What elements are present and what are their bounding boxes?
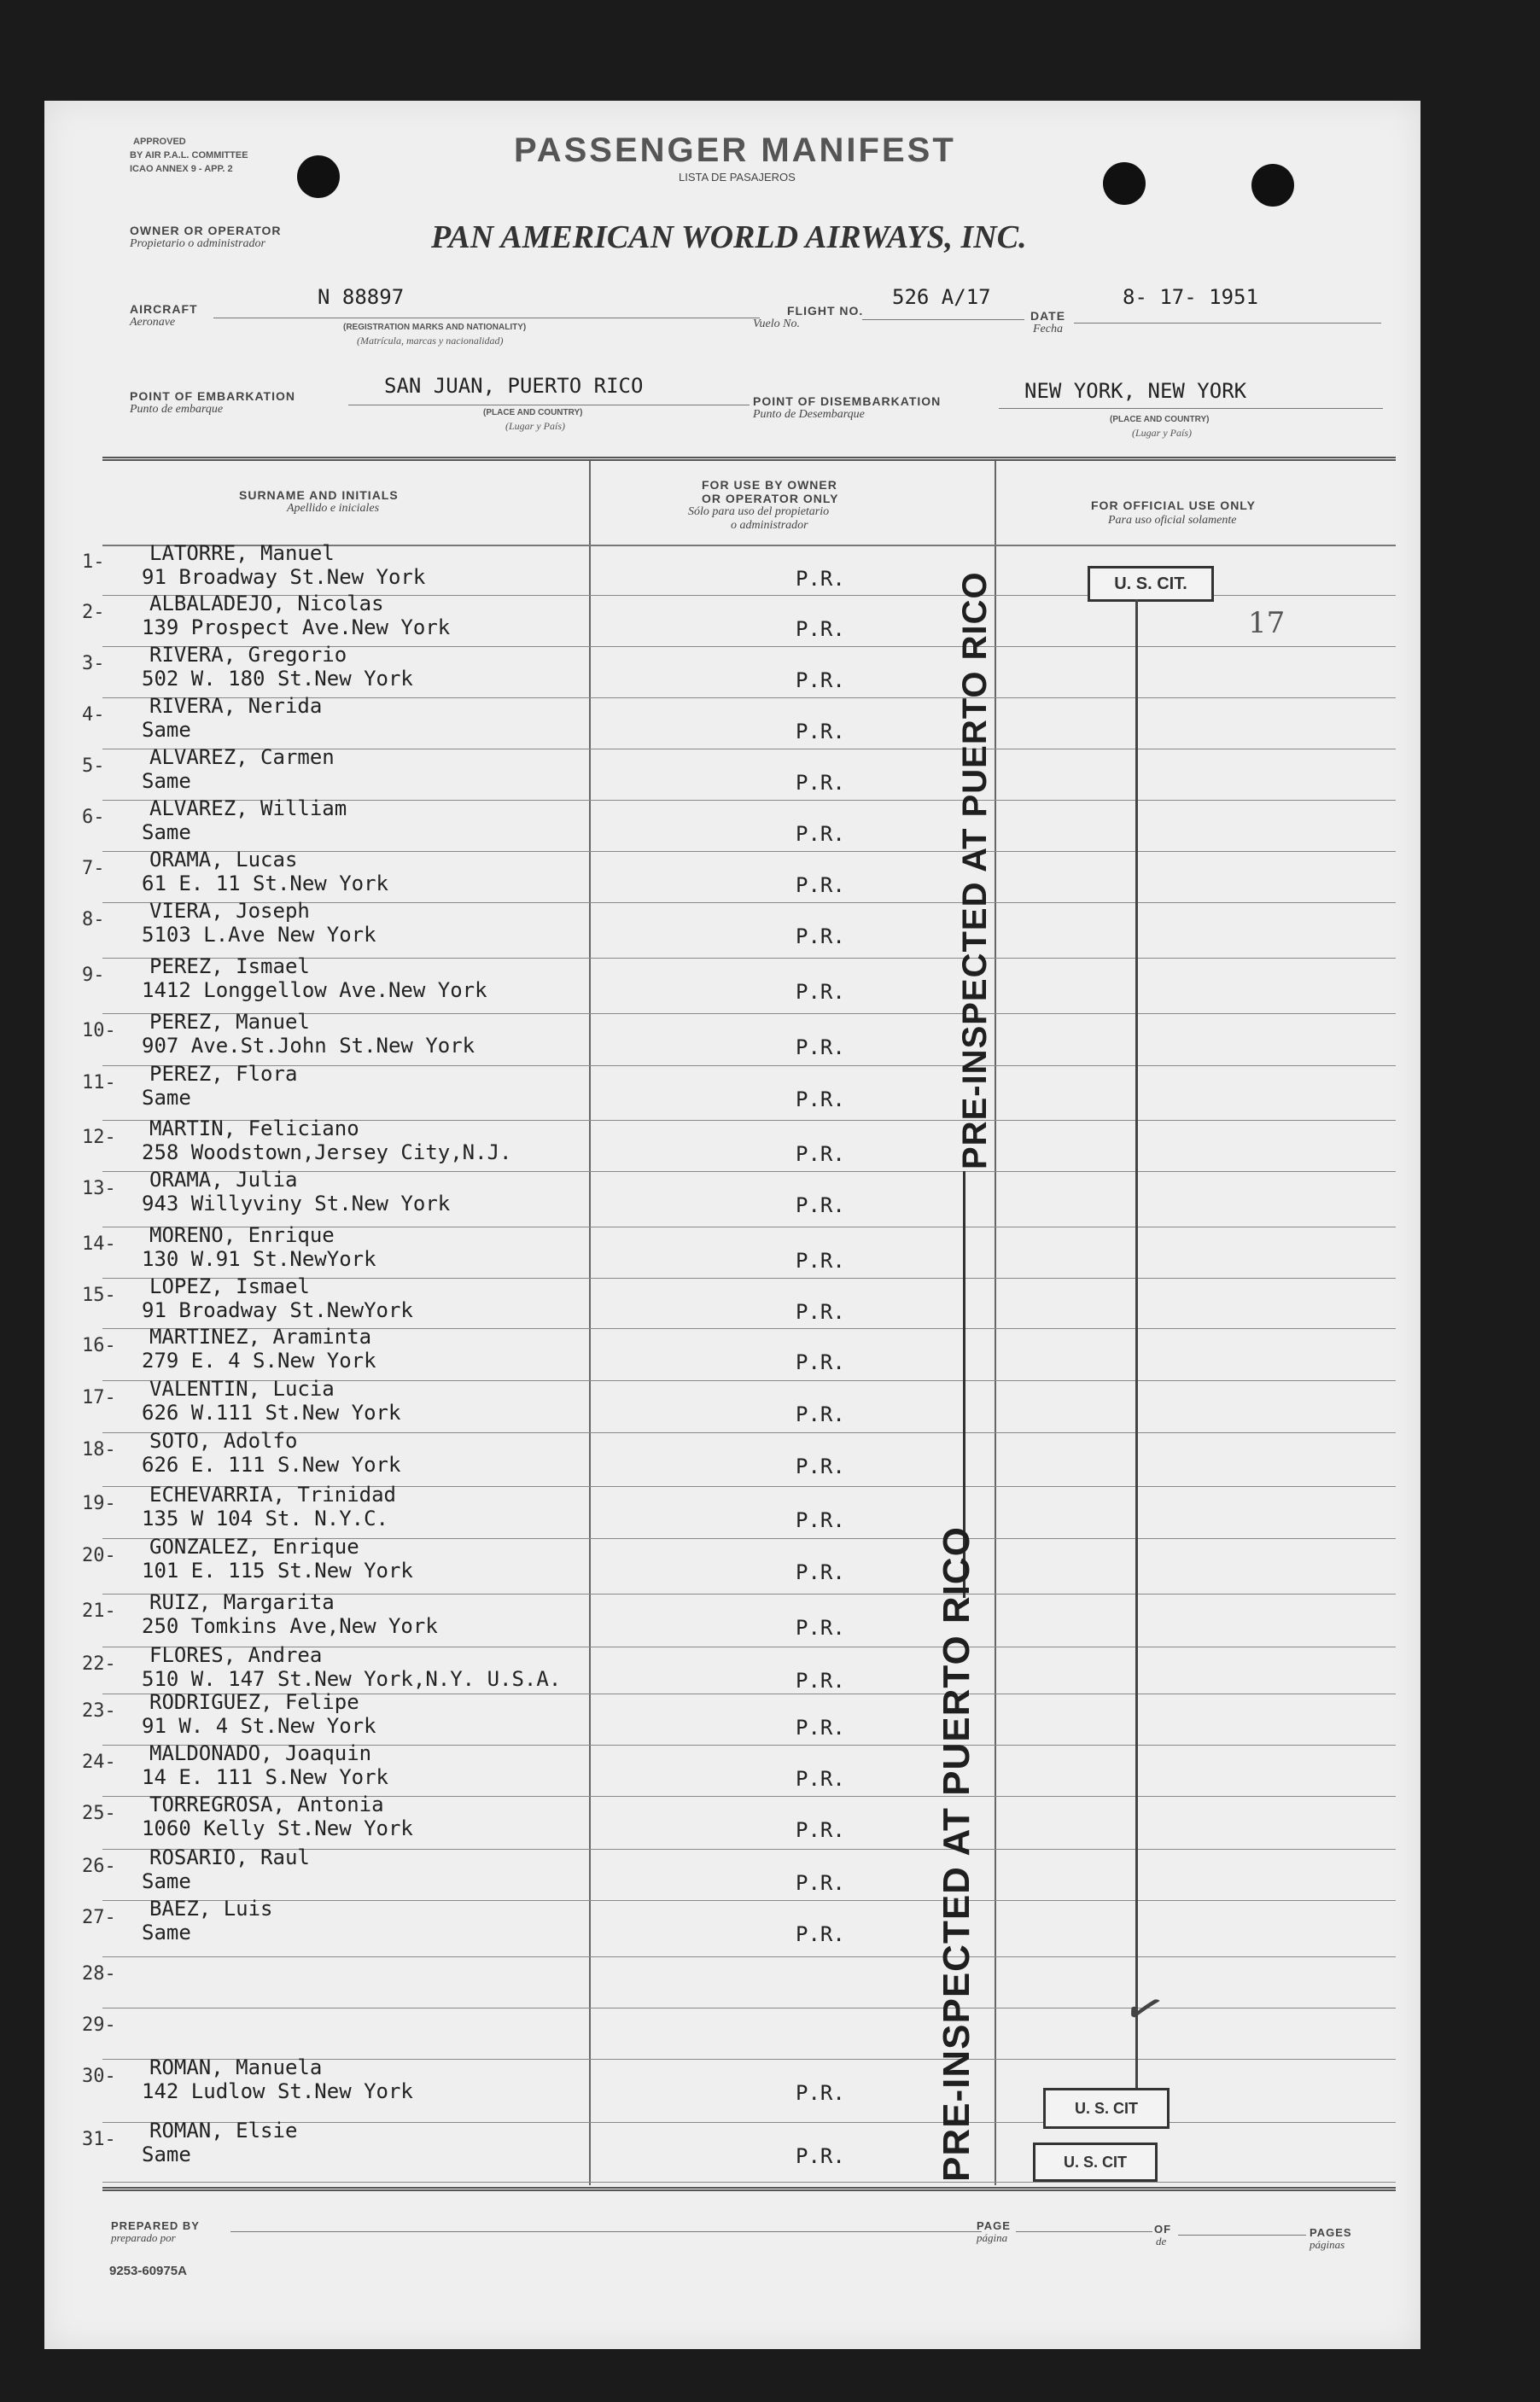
owner-label: OWNER OR OPERATOR: [130, 224, 282, 237]
owner-label-es: Propietario o administrador: [130, 237, 265, 250]
owner-value: PAN AMERICAN WORLD AIRWAYS, INC.: [431, 219, 1027, 255]
row-number: 28-: [82, 1963, 116, 1985]
passenger-address: Same: [142, 718, 191, 742]
row-divider: [102, 1900, 1396, 1901]
passenger-address: Same: [142, 769, 191, 793]
row-number: 23-: [82, 1700, 116, 1722]
page-label: PAGE: [977, 2219, 1011, 2232]
embark-note: (PLACE AND COUNTRY): [483, 408, 583, 417]
column-header-owner-1: FOR USE BY OWNER: [702, 478, 837, 492]
aircraft-note-es: (Matrícula, marcas y nacionalidad): [357, 335, 504, 347]
passenger-name: RUIZ, Margarita: [149, 1590, 335, 1614]
passenger-name: ALVAREZ, William: [149, 796, 347, 820]
passenger-name: ORAMA, Julia: [149, 1168, 298, 1192]
disembark-note: (PLACE AND COUNTRY): [1110, 415, 1210, 424]
owner-use-cell: P.R.: [796, 567, 845, 591]
column-header-surname-es: Apellido e iniciales: [287, 502, 380, 515]
passenger-address: Same: [142, 1921, 191, 1944]
column-header-surname: SURNAME AND INITIALS: [239, 488, 399, 502]
row-number: 4-: [82, 704, 105, 726]
date-value: 8- 17- 1951: [1123, 285, 1258, 309]
owner-use-cell: P.R.: [796, 1142, 845, 1166]
row-number: 30-: [82, 2066, 116, 2087]
punch-hole-center: [1103, 162, 1146, 205]
passenger-name: LATORRE, Manuel: [149, 541, 335, 565]
passenger-name: PEREZ, Flora: [149, 1062, 298, 1086]
passenger-address: Same: [142, 820, 191, 844]
flight-line: [862, 319, 1024, 320]
passenger-name: ORAMA, Lucas: [149, 848, 298, 872]
passenger-address: Same: [142, 1869, 191, 1893]
passenger-address: 943 Willyviny St.New York: [142, 1192, 451, 1216]
us-citizen-stamp-top: U. S. CIT.: [1088, 566, 1214, 602]
official-count: 17: [1248, 606, 1286, 640]
passenger-address: 91 Broadway St.New York: [142, 565, 426, 589]
punch-hole-left: [297, 155, 340, 198]
page-title: PASSENGER MANIFEST: [514, 131, 956, 169]
embark-value: SAN JUAN, PUERTO RICO: [384, 374, 644, 398]
passenger-address: 1412 Longgellow Ave.New York: [142, 978, 487, 1002]
owner-use-cell: P.R.: [796, 1922, 845, 1946]
handwritten-checkmark: ✓: [1117, 1977, 1172, 2041]
row-number: 5-: [82, 755, 105, 777]
passenger-name: PEREZ, Ismael: [149, 954, 310, 978]
passenger-address: 626 W.111 St.New York: [142, 1401, 401, 1425]
of-label-es: de: [1156, 2235, 1167, 2248]
embark-note-es: (Lugar y País): [505, 420, 565, 432]
of-line: [1178, 2235, 1306, 2236]
owner-use-cell: P.R.: [796, 771, 845, 795]
row-number: 13-: [82, 1178, 116, 1199]
table-top-rule: [102, 457, 1396, 461]
owner-use-cell: P.R.: [796, 1818, 845, 1842]
passenger-name: RIVERA, Gregorio: [149, 643, 347, 667]
aircraft-note: (REGISTRATION MARKS AND NATIONALITY): [343, 323, 527, 332]
passenger-name: ROSARIO, Raul: [149, 1845, 310, 1869]
column-divider-1: [589, 461, 591, 2185]
pages-label: PAGES: [1310, 2226, 1352, 2239]
passenger-name: FLORES, Andrea: [149, 1643, 323, 1667]
owner-use-cell: P.R.: [796, 1035, 845, 1059]
passenger-name: ROMAN, Manuela: [149, 2055, 323, 2079]
passenger-name: ALVAREZ, Carmen: [149, 745, 335, 769]
owner-use-cell: P.R.: [796, 1716, 845, 1740]
passenger-address: 626 E. 111 S.New York: [142, 1453, 401, 1477]
owner-use-cell: P.R.: [796, 1455, 845, 1478]
owner-use-cell: P.R.: [796, 1669, 845, 1693]
passenger-address: 135 W 104 St. N.Y.C.: [142, 1507, 388, 1530]
passenger-name: ROMAN, Elsie: [149, 2119, 298, 2143]
owner-use-cell: P.R.: [796, 1300, 845, 1324]
owner-use-cell: P.R.: [796, 1616, 845, 1640]
table-bottom-rule: [102, 2187, 1396, 2191]
us-citizen-stamp-30: U. S. CIT: [1043, 2088, 1170, 2129]
row-number: 25-: [82, 1803, 116, 1824]
row-number: 17-: [82, 1387, 116, 1408]
owner-use-cell: P.R.: [796, 1508, 845, 1532]
passenger-name: RODRIGUEZ, Felipe: [149, 1690, 359, 1714]
us-citizen-stamp-31: U. S. CIT: [1033, 2143, 1158, 2182]
row-number: 6-: [82, 807, 105, 828]
row-number: 2-: [82, 602, 105, 623]
passenger-name: BAEZ, Luis: [149, 1897, 273, 1921]
row-divider: [102, 2182, 1396, 2183]
row-number: 14-: [82, 1233, 116, 1255]
column-header-official: FOR OFFICIAL USE ONLY: [1091, 498, 1256, 512]
passenger-name: MALDONADO, Joaquin: [149, 1741, 372, 1765]
passenger-address: 502 W. 180 St.New York: [142, 667, 413, 691]
owner-use-cell: P.R.: [796, 668, 845, 692]
page-line: [1016, 2231, 1152, 2232]
row-number: 16-: [82, 1335, 116, 1356]
row-divider: [102, 1956, 1396, 1957]
passenger-address: 1060 Kelly St.New York: [142, 1816, 413, 1840]
passenger-address: 61 E. 11 St.New York: [142, 872, 388, 895]
passenger-name: GONZALEZ, Enrique: [149, 1535, 359, 1559]
passenger-address: 5103 L.Ave New York: [142, 923, 376, 947]
owner-use-cell: P.R.: [796, 980, 845, 1004]
row-number: 21-: [82, 1600, 116, 1622]
disembark-note-es: (Lugar y País): [1132, 427, 1192, 439]
flight-label: FLIGHT NO.: [787, 304, 864, 318]
passenger-address: 142 Ludlow St.New York: [142, 2079, 413, 2103]
prepared-by-label-es: preparado por: [111, 2231, 176, 2244]
passenger-name: SOTO, Adolfo: [149, 1429, 298, 1453]
aircraft-label: AIRCRAFT: [130, 302, 198, 316]
owner-use-cell: P.R.: [796, 2144, 845, 2168]
disembark-value: NEW YORK, NEW YORK: [1024, 379, 1247, 403]
owner-use-cell: P.R.: [796, 1871, 845, 1895]
preinspected-stamp-bottom: PRE-INSPECTED AT PUERTO RICO: [936, 1526, 977, 2182]
owner-use-cell: P.R.: [796, 617, 845, 641]
passenger-address: 91 Broadway St.NewYork: [142, 1298, 413, 1322]
owner-use-cell: P.R.: [796, 873, 845, 897]
row-number: 10-: [82, 1020, 116, 1041]
prepared-by-line: [230, 2231, 982, 2232]
passenger-name: MARTINEZ, Araminta: [149, 1325, 372, 1349]
aircraft-value: N 88897: [318, 285, 405, 309]
owner-use-cell: P.R.: [796, 1402, 845, 1426]
approval-note-1: APPROVED: [133, 137, 186, 147]
column-header-official-es: Para uso oficial solamente: [1108, 514, 1237, 527]
passenger-address: 279 E. 4 S.New York: [142, 1349, 376, 1373]
aircraft-label-es: Aeronave: [130, 316, 176, 329]
approval-note-2: BY AIR P.A.L. COMMITTEE: [130, 150, 248, 160]
owner-use-cell: P.R.: [796, 1560, 845, 1584]
row-number: 26-: [82, 1856, 116, 1877]
official-bracket-line: [1135, 599, 1138, 2127]
date-label: DATE: [1030, 309, 1066, 323]
passenger-address: 250 Tomkins Ave,New York: [142, 1614, 438, 1638]
passenger-name: MARTIN, Feliciano: [149, 1116, 359, 1140]
preinspected-stamp-top: PRE-INSPECTED AT PUERTO RICO: [956, 571, 994, 1169]
passenger-address: 91 W. 4 St.New York: [142, 1714, 376, 1738]
column-header-owner-es-1: Sólo para uso del propietario: [688, 505, 830, 518]
punch-hole-right: [1251, 164, 1294, 207]
pages-label-es: páginas: [1310, 2238, 1345, 2251]
passenger-name: RIVERA, Nerida: [149, 694, 323, 718]
column-header-owner-es-2: o administrador: [731, 519, 808, 532]
approval-note-3: ICAO ANNEX 9 - APP. 2: [130, 164, 233, 174]
form-code: 9253-60975A: [109, 2264, 187, 2278]
row-number: 11-: [82, 1072, 116, 1093]
owner-use-cell: P.R.: [796, 1193, 845, 1217]
owner-use-cell: P.R.: [796, 822, 845, 846]
passenger-name: VALENTIN, Lucia: [149, 1377, 335, 1401]
row-number: 12-: [82, 1127, 116, 1148]
passenger-address: 14 E. 111 S.New York: [142, 1765, 388, 1789]
passenger-name: MORENO, Enrique: [149, 1223, 335, 1247]
owner-use-cell: P.R.: [796, 2081, 845, 2105]
owner-use-cell: P.R.: [796, 1249, 845, 1273]
passenger-address: 130 W.91 St.NewYork: [142, 1247, 376, 1271]
row-number: 7-: [82, 858, 105, 879]
page-label-es: página: [977, 2231, 1008, 2244]
passenger-address: 139 Prospect Ave.New York: [142, 615, 451, 639]
flight-value: 526 A/17: [892, 285, 991, 309]
owner-use-cell: P.R.: [796, 1350, 845, 1374]
row-number: 22-: [82, 1653, 116, 1675]
date-line: [1074, 323, 1381, 324]
of-label: OF: [1154, 2223, 1172, 2236]
passenger-address: 510 W. 147 St.New York,N.Y. U.S.A.: [142, 1667, 562, 1691]
passenger-name: LOPEZ, Ismael: [149, 1274, 310, 1298]
passenger-name: TORREGROSA, Antonia: [149, 1793, 384, 1816]
row-number: 3-: [82, 653, 105, 674]
row-number: 1-: [82, 551, 105, 573]
date-label-es: Fecha: [1033, 323, 1063, 335]
embark-label: POINT OF EMBARKATION: [130, 389, 295, 403]
passenger-name: ECHEVARRIA, Trinidad: [149, 1483, 396, 1507]
row-number: 19-: [82, 1493, 116, 1514]
row-number: 31-: [82, 2129, 116, 2150]
passenger-address: 258 Woodstown,Jersey City,N.J.: [142, 1140, 512, 1164]
prepared-by-label: PREPARED BY: [111, 2219, 200, 2232]
passenger-address: Same: [142, 2143, 191, 2166]
owner-use-cell: P.R.: [796, 924, 845, 948]
row-number: 15-: [82, 1285, 116, 1306]
passenger-address: 101 E. 115 St.New York: [142, 1559, 413, 1583]
passenger-name: PEREZ, Manuel: [149, 1010, 310, 1034]
passenger-name: VIERA, Joseph: [149, 899, 310, 923]
row-number: 20-: [82, 1545, 116, 1566]
disembark-label: POINT OF DISEMBARKATION: [753, 394, 942, 408]
flight-label-es: Vuelo No.: [753, 318, 800, 330]
row-number: 27-: [82, 1907, 116, 1928]
row-number: 18-: [82, 1439, 116, 1460]
passenger-address: 907 Ave.St.John St.New York: [142, 1034, 475, 1058]
column-divider-2: [995, 461, 996, 2185]
row-number: 8-: [82, 909, 105, 930]
passenger-address: Same: [142, 1086, 191, 1110]
row-number: 9-: [82, 965, 105, 986]
passenger-name: ALBALADEJO, Nicolas: [149, 592, 384, 615]
disembark-line: [999, 408, 1383, 409]
row-number: 24-: [82, 1752, 116, 1773]
row-number: 29-: [82, 2014, 116, 2036]
owner-use-cell: P.R.: [796, 1767, 845, 1791]
owner-use-cell: P.R.: [796, 1087, 845, 1111]
embark-label-es: Punto de embarque: [130, 403, 224, 416]
owner-use-cell: P.R.: [796, 720, 845, 743]
page-subtitle: LISTA DE PASAJEROS: [679, 171, 796, 184]
disembark-label-es: Punto de Desembarque: [753, 408, 865, 421]
column-header-owner-2: OR OPERATOR ONLY: [702, 492, 839, 505]
